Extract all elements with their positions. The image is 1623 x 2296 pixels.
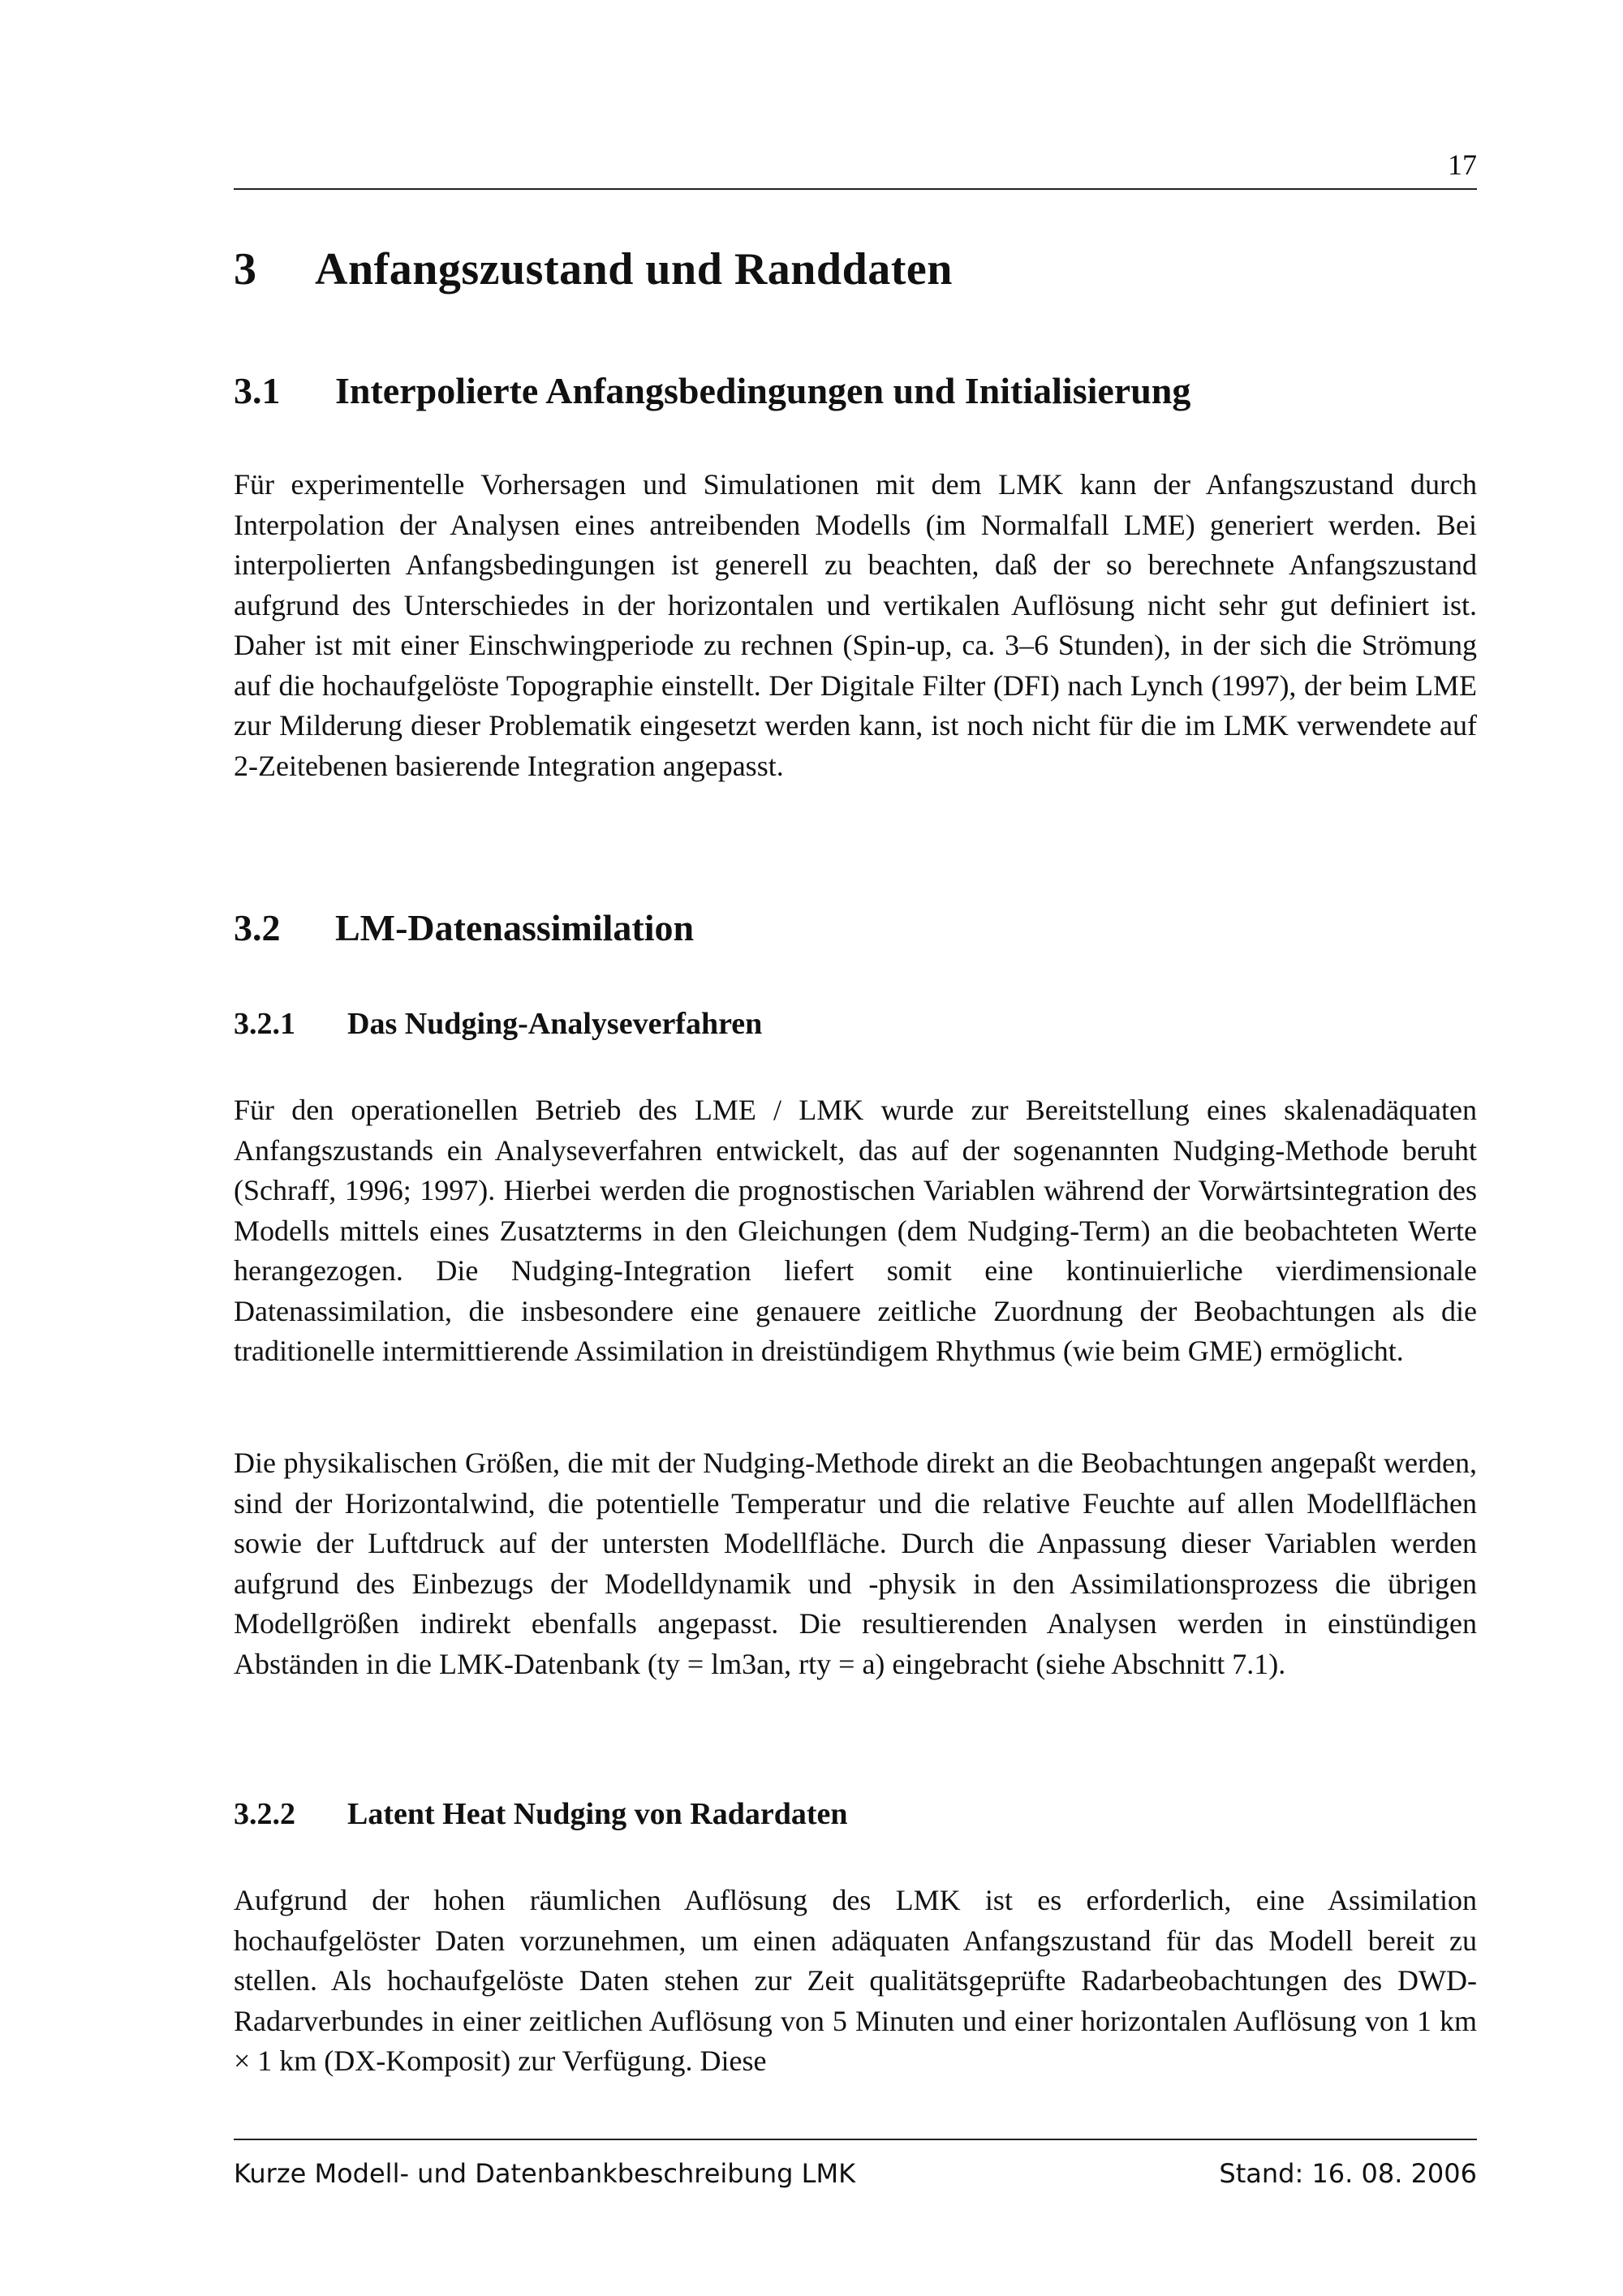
footer-rule: [234, 2139, 1477, 2140]
page-number: 17: [1448, 148, 1477, 181]
footer-document-title: Kurze Modell- und Datenbankbeschreibung LMK: [234, 2158, 856, 2189]
subsection-title-text-3-2-1: Das Nudging-Analyseverfahren: [347, 1007, 763, 1041]
header-rule: [234, 188, 1477, 190]
paragraph-3-2-1-a: Für den operationellen Betrieb des LME / LMK wurde zur Bereitstellung eines skalenadäquaten Anfangszustands ein Analyseverfahren entwickelt, das auf der sogenannten Nudging-Methode beruht (Schraff, 1996; 1997). Hierbei werden die prognostischen Variablen während der Vorwärtsintegration des Modells mittels eines Zusatzterms in den Gleichungen (dem Nudging-Term) an die beobachteten Werte herangezogen. Die Nudging-Integration liefert somit eine kontinuierliche vierdimensionale Datenassimilation, die insbesondere eine genauere zeitliche Zuordnung der Beobachtungen als die traditionelle intermittierende Assimilation in dreistündigem Rhythmus (wie beim GME) ermöglicht.: [234, 1094, 1477, 1367]
subsection-title-3-2-2: [234, 1796, 848, 1832]
subsection-title-3-2-1: [234, 1006, 762, 1042]
section-number-3-2: 3.2: [234, 907, 281, 948]
paragraph-3-2-2: Aufgrund der hohen räumlichen Auflösung des LMK ist es erforderlich, eine Assimilation hochaufgelöster Daten vorzunehmen, um einen adäquaten Anfangszustand für das Modell bereit zu stellen. Als hochaufgelöste Daten stehen zur Zeit qualitätsgeprüfte Radarbeobachtungen des DWD-Radarverbundes in einer zeitlichen Auflösung von 5 Minuten und einer horizontalen Auflösung von 1 km × 1 km (DX-Komposit) zur Verfügung. Diese: [234, 1884, 1477, 2077]
subsection-number-3-2-1: 3.2.1: [234, 1007, 295, 1041]
section-title-3-1: [234, 369, 1190, 412]
section-number-3-1: 3.1: [234, 370, 281, 411]
chapter-number: 3: [234, 244, 257, 295]
section-title-text-3-1: Interpolierte Anfangsbedingungen und Initialisierung: [335, 370, 1191, 411]
section-title-text-3-2: LM-Datenassimilation: [335, 907, 695, 948]
paragraph-3-2-1-b: Die physikalischen Größen, die mit der Nudging-Methode direkt an die Beobachtungen angepaßt werden, sind der Horizontalwind, die potentielle Temperatur und die relative Feuchte auf allen Modellflächen sowie der Luftdruck auf der untersten Modellfläche. Durch die Anpassung dieser Variablen werden aufgrund des Einbezugs der Modelldynamik und -physik in den Assimilationsprozess die übrigen Modellgrößen indirekt ebenfalls angepasst. Die resultierenden Analysen werden in einstündigen Abständen in die LMK-Datenbank (ty = lm3an, rty = a) eingebracht (siehe Abschnitt 7.1).: [234, 1447, 1477, 1680]
section-title-3-2: [234, 906, 694, 949]
chapter-title-text: Anfangszustand und Randdaten: [315, 244, 953, 295]
paragraph-3-1: Für experimentelle Vorhersagen und Simulationen mit dem LMK kann der Anfangszustand durch Interpolation der Analysen eines antreibenden Modells (im Normalfall LME) generiert werden. Bei interpolierten Anfangsbedingungen ist generell zu beachten, daß der so berechnete Anfangszustand aufgrund des Unterschiedes in der horizontalen und vertikalen Auflösung nicht sehr gut definiert ist. Daher ist mit einer Einschwingperiode zu rechnen (Spin-up, ca. 3–6 Stunden), in der sich die Strömung auf die hochaufgelöste Topographie einstellt. Der Digitale Filter (DFI) nach Lynch (1997), der beim LME zur Milderung dieser Problematik eingesetzt werden kann, ist noch nicht für die im LMK verwendete auf 2-Zeitebenen basierende Integration angepasst.: [234, 468, 1477, 782]
chapter-title: [234, 243, 953, 295]
footer-date: Stand: 16. 08. 2006: [1219, 2158, 1477, 2189]
subsection-number-3-2-2: 3.2.2: [234, 1797, 295, 1831]
subsection-title-text-3-2-2: Latent Heat Nudging von Radardaten: [347, 1797, 848, 1831]
